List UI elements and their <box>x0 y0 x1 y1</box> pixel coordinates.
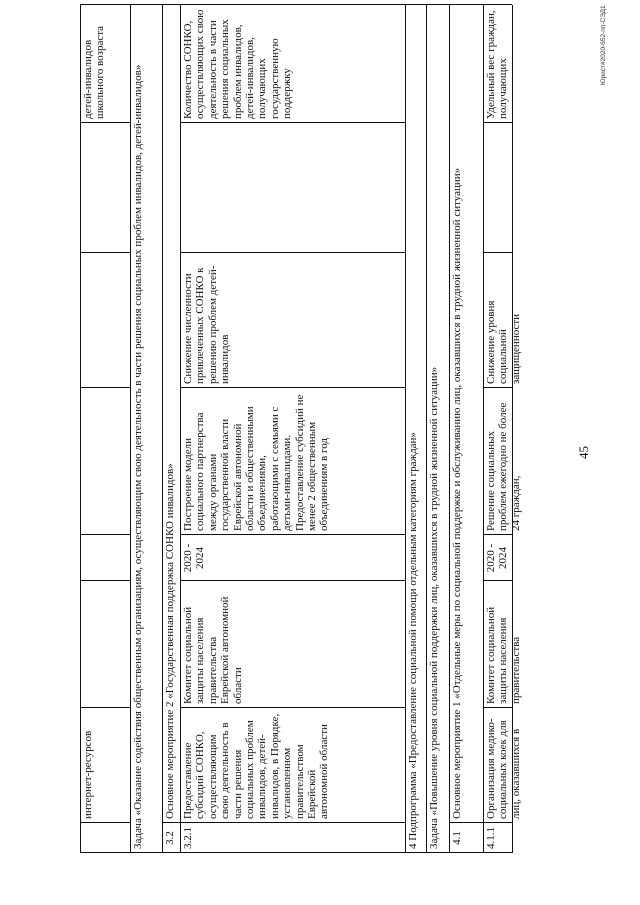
measure-3-2-number: 3.2 <box>164 831 176 845</box>
item-4-1-1-name: Организация медико-социальных коек для лиц, оказавшихся в <box>485 718 522 819</box>
item-4-1-1-indicator: Удельный вес граждан, получающих <box>485 10 510 119</box>
item-3-2-1-indicator: Количество СОНКО, осуществляющих свою деятельность в части решения социальных проблем инвалидов, детей-инвалидов, получающих государственную поддержку <box>182 9 294 119</box>
task-4-heading: Задача «Повышение уровня социальной поддержки лиц, оказавшихся в трудной жизненной ситуации» <box>428 366 440 849</box>
subprogram-4-heading: 4 Подпрограмма «Предоставление социальной помощи отдельным категориям граждан» <box>407 432 419 849</box>
top-row-resources: интернет-ресурсов <box>82 730 94 819</box>
measure-4-1-title: Основное мероприятие 1 «Отдельные меры по социальной поддержке и обслуживанию лиц, оказавшихся в трудной жизненной ситуации» <box>451 167 463 819</box>
item-3-2-1-result: Построение модели социального партнерства между органами государственной власти Еврейской автономной области и общественными объединениями, работающими с семьями с детьми-инвалидами. Предоставление субсидий не менее 2 общественным объединениям в год <box>182 394 331 531</box>
item-3-2-1-name: Предоставление субсидий СОНКО, осуществляющим свою деятельность в части решения социальных проблем инвалидов, детей-инвалидов, в Порядке, установленном правительством Еврейской автономной области <box>182 713 331 819</box>
measure-4-1-number: 4.1 <box>451 831 463 845</box>
document-code: Юрист#2020-652-пп-СЭД1 <box>600 5 607 85</box>
program-table <box>80 5 522 853</box>
item-4-1-1-period: 2020 - 2024 <box>485 543 510 573</box>
page-number: 45 <box>576 446 591 459</box>
measure-3-2-title: Основное мероприятие 2 «Государственная поддержка СОНКО инвалидов» <box>164 463 176 819</box>
item-3-2-1-period: 2020 - 2024 <box>182 543 207 573</box>
item-3-2-1-executor: Комитет социальной защиты населения правительства Еврейской автономной области <box>182 596 244 704</box>
item-3-2-1-number: 3.2.1 <box>182 827 194 849</box>
item-4-1-1-result: Решение социальных проблем ежегодно не более 24 граждан, <box>485 402 522 531</box>
task-3-heading: Задача «Оказание содействия общественным организациям, осуществляющим свою деятельность в части решения социальных проблем инвалидов, детей-инвалидов» <box>132 64 144 849</box>
top-row-indicator: детей-инвалидов школьного возраста <box>82 25 107 119</box>
item-4-1-1-executor: Комитет социальной защиты населения правительства <box>485 606 522 704</box>
item-3-2-1-risk: Снижение численности привлеченных СОНКО к решению проблем детей-инвалидов <box>182 265 232 384</box>
item-4-1-1-number: 4.1.1 <box>485 827 497 849</box>
item-4-1-1-risk: Снижение уровня социальной защищенности <box>485 300 522 384</box>
